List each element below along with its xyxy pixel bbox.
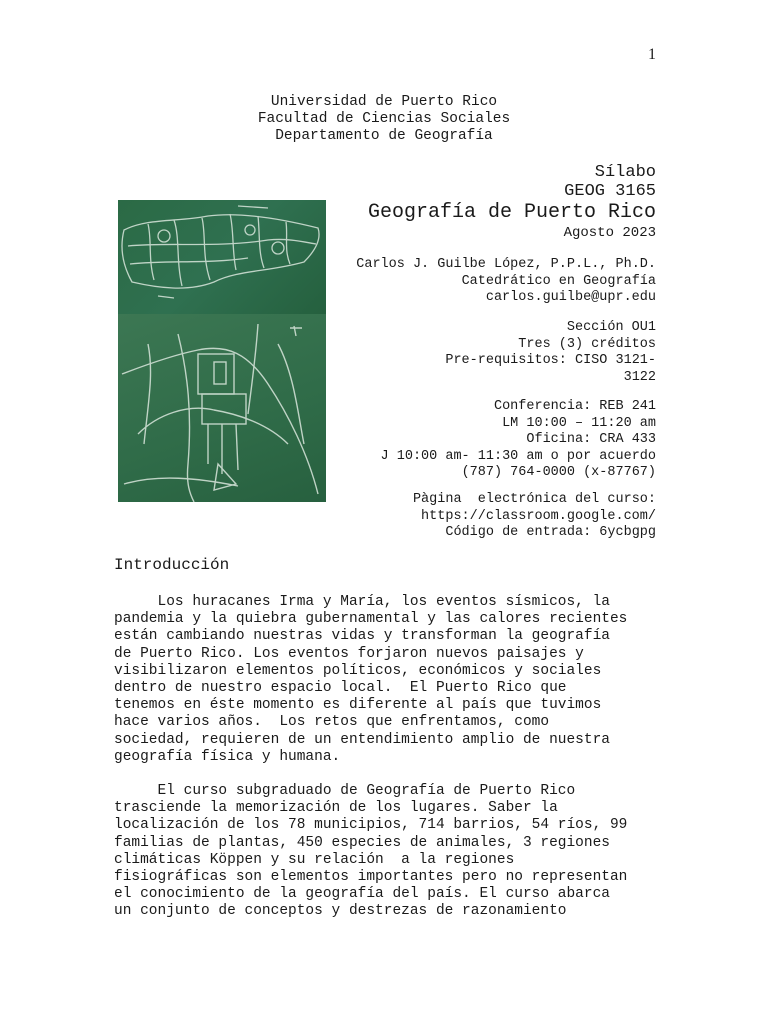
introduction-paragraph-1	[114, 594, 654, 766]
paragraph-line: pandemia y la quiebra gubernamental y las calores recientes	[114, 611, 628, 628]
introduction-paragraph-2	[114, 783, 654, 921]
urban-plan-sketch	[118, 314, 326, 502]
instructor-role: Catedrático en Geografía	[461, 273, 656, 289]
institution-header	[0, 94, 768, 145]
paragraph-line: están cambiando nuestras vidas y transforman la geografía	[114, 628, 610, 645]
university-name: Universidad de Puerto Rico	[270, 94, 498, 110]
prerequisites-continued: 3122	[623, 369, 656, 385]
section-number: Sección OU1	[566, 320, 656, 335]
credits: Tres (3) créditos	[518, 336, 656, 352]
prerequisites: Pre-requisitos: CISO 3121-	[445, 353, 656, 368]
paragraph-line: hace varios años. Los retos que enfrentamos, como	[114, 714, 550, 731]
lecture-room: Conferencia: REB 241	[493, 399, 656, 414]
paragraph-line: geografía física y humana.	[114, 748, 341, 765]
instructor-email[interactable]: carlos.guilbe@upr.edu	[485, 290, 656, 305]
paragraph-line: Los huracanes Irma y María, los eventos sísmicos, la	[114, 594, 610, 610]
office-room: Oficina: CRA 433	[526, 432, 656, 447]
page-number: 1	[648, 46, 656, 63]
paragraph-line: fisiográficas son elementos importantes pero no representan	[114, 869, 628, 886]
chalkboard-map-photo	[118, 200, 326, 314]
paragraph-line: sociedad, requieren de un entendimiento amplio de nuestra	[114, 731, 610, 748]
course-code: GEOG 3165	[564, 182, 656, 201]
instructor-name: Carlos J. Guilbe López, P.P.L., Ph.D.	[356, 257, 656, 272]
island-map-sketch	[118, 200, 326, 314]
instructor-info	[356, 257, 656, 307]
course-header	[368, 163, 656, 242]
course-title: Geografía de Puerto Rico	[367, 201, 656, 224]
course-term: Agosto 2023	[563, 225, 656, 241]
department-name: Departamento de Geografía	[275, 128, 493, 144]
paragraph-line: visibilizaron elementos políticos, económicos y sociales	[114, 662, 602, 679]
paragraph-line: trasciende la memorización de los lugares. Saber la	[114, 800, 558, 817]
phone-number: (787) 764-0000 (x-87767)	[461, 465, 656, 480]
chalkboard-city-sketch-photo	[118, 314, 326, 502]
faculty-name: Facultad de Ciencias Sociales	[257, 111, 511, 127]
document-type: Sílabo	[594, 163, 656, 182]
section-info	[445, 320, 656, 386]
paragraph-line: familias de plantas, 450 especies de animales, 3 regiones	[114, 834, 610, 851]
course-website	[413, 492, 656, 542]
introduction-heading: Introducción	[114, 556, 230, 574]
paragraph-line: dentro de nuestro espacio local. El Puerto Rico que	[114, 680, 567, 697]
office-hours: J 10:00 am- 11:30 am o por acuerdo	[380, 448, 656, 464]
paragraph-line: tenemos en éste momento es diferente al país que tuvimos	[114, 697, 602, 714]
website-label: Pàgina electrónica del curso:	[412, 492, 656, 507]
paragraph-line: el conocimiento de la geografía del país. El curso abarca	[114, 886, 610, 903]
paragraph-line: de Puerto Rico. Los eventos forjaron nuevos paisajes y	[114, 645, 584, 662]
paragraph-line: localización de los 78 municipios, 714 barrios, 54 ríos, 99	[114, 817, 628, 834]
paragraph-line: un conjunto de conceptos y destrezas de razonamiento	[114, 903, 567, 920]
paragraph-line: climáticas Köppen y su relación a la regiones	[114, 851, 515, 868]
paragraph-line: El curso subgraduado de Geografía de Puerto Rico	[114, 783, 576, 799]
website-url[interactable]: https://classroom.google.com/	[421, 508, 656, 524]
lecture-time: LM 10:00 – 11:20 am	[502, 415, 656, 431]
access-code: Código de entrada: 6ycbgpg	[445, 525, 656, 540]
schedule-info	[381, 399, 656, 482]
